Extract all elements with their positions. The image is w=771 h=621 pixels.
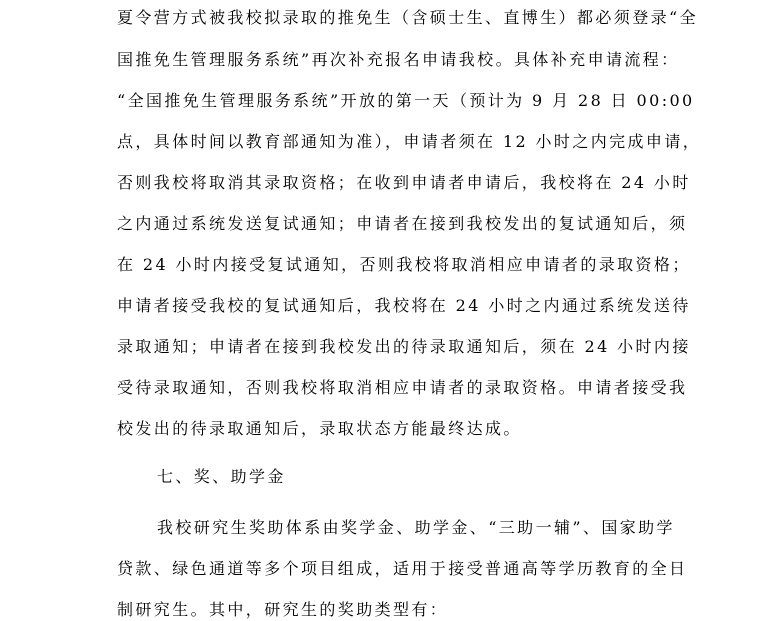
text-line: 申请者接受我校的复试通知后，我校将在 24 小时之内通过系统发送待: [117, 296, 691, 315]
text-line: “全国推免生管理服务系统”开放的第一天（预计为 9 月 28 日 00:00: [117, 91, 695, 110]
text-line: 受待录取通知，否则我校将取消相应申请者的录取资格。申请者接受我: [117, 378, 688, 397]
text-line: 录取通知；申请者在接到我校发出的待录取通知后，须在 24 小时内接: [117, 337, 691, 356]
text-line: 我校研究生奖助体系由奖学金、助学金、“三助一辅”、国家助学: [157, 518, 675, 537]
text-line: 国推免生管理服务系统”再次补充报名申请我校。具体补充申请流程：: [117, 50, 680, 69]
text-line: 制研究生。其中，研究生的奖助类型有：: [117, 600, 449, 619]
text-line: 之内通过系统发送复试通知；申请者在接到我校发出的复试通知后，须: [117, 214, 688, 233]
text-line: 贷款、绿色通道等多个项目组成，适用于接受普通高等学历教育的全日: [117, 559, 688, 578]
text-line: 夏令营方式被我校拟录取的推免生（含硕士生、直博生）都必须登录“全: [117, 8, 698, 27]
text-line: 在 24 小时内接受复试通知，否则我校将取消相应申请者的录取资格；: [117, 255, 691, 274]
text-line: 校发出的待录取通知后，录取状态方能最终达成。: [117, 419, 522, 438]
text-line: 点，具体时间以教育部通知为准），申请者须在 12 小时之内完成申请，: [117, 132, 702, 151]
text-line: 否则我校将取消其录取资格；在收到申请者申请后，我校将在 24 小时: [117, 173, 691, 192]
section-heading: 七、奖、助学金: [157, 467, 286, 486]
